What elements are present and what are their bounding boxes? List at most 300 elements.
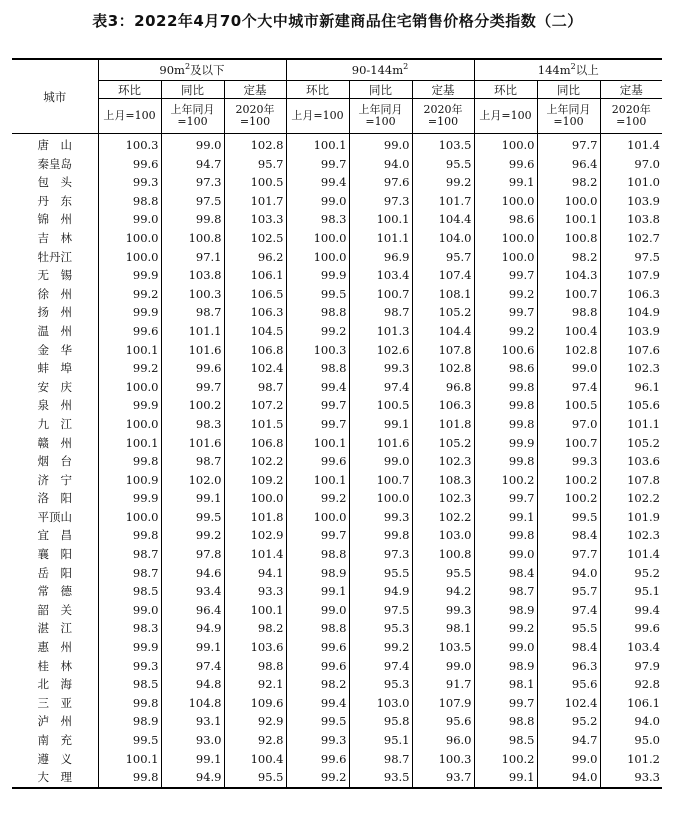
index-value: 103.3 [224,210,286,229]
index-value: 101.6 [161,434,224,453]
index-value: 95.7 [224,155,286,174]
index-value: 104.0 [412,229,474,248]
index-value: 98.9 [474,657,537,676]
index-value: 104.8 [161,694,224,713]
city-name: 北 海 [37,677,72,692]
index-value: 98.9 [286,564,349,583]
index-value: 98.2 [224,619,286,638]
index-value: 99.2 [286,489,349,508]
table-row [12,303,662,322]
table-row [12,582,662,601]
index-value: 99.7 [474,489,537,508]
index-value: 102.3 [412,452,474,471]
index-value: 99.2 [412,173,474,192]
table-row [12,134,662,155]
index-value: 95.2 [600,564,662,583]
index-value: 100.0 [98,378,161,397]
index-value: 106.8 [224,434,286,453]
index-value: 98.8 [286,359,349,378]
index-value: 98.2 [286,675,349,694]
index-value: 98.7 [98,545,161,564]
table-row [12,210,662,229]
base-header: 上年同月=100 [537,99,600,134]
index-value: 99.3 [537,452,600,471]
index-value: 99.6 [474,155,537,174]
sub-header: 定基 [224,81,286,99]
index-value: 100.1 [224,601,286,620]
index-value: 97.7 [537,545,600,564]
base-header: 上月=100 [286,99,349,134]
index-value: 99.3 [286,731,349,750]
index-value: 95.3 [349,619,412,638]
index-value: 97.4 [161,657,224,676]
base-header: 上月=100 [474,99,537,134]
index-value: 103.4 [600,638,662,657]
index-value: 100.3 [161,285,224,304]
index-value: 100.1 [286,471,349,490]
index-value: 99.7 [474,303,537,322]
index-value: 93.3 [600,768,662,788]
index-value: 101.4 [600,545,662,564]
index-value: 102.8 [537,341,600,360]
index-value: 100.2 [537,489,600,508]
index-value: 99.8 [474,415,537,434]
city-name: 吉 林 [37,230,72,245]
index-value: 99.6 [98,155,161,174]
table-row [12,266,662,285]
city-name: 安 庆 [37,379,72,394]
index-value: 99.3 [412,601,474,620]
index-value: 100.1 [286,134,349,155]
index-value: 99.1 [286,582,349,601]
index-value: 94.9 [349,582,412,601]
index-value: 99.2 [98,285,161,304]
index-value: 109.6 [224,694,286,713]
index-value: 99.7 [474,266,537,285]
index-value: 100.7 [349,471,412,490]
table-row [12,452,662,471]
index-value: 93.5 [349,768,412,788]
index-value: 99.5 [537,508,600,527]
index-value: 98.7 [349,750,412,769]
index-value: 98.1 [474,675,537,694]
index-value: 99.0 [537,359,600,378]
index-value: 98.8 [537,303,600,322]
index-value: 100.9 [98,471,161,490]
table-row [12,657,662,676]
index-value: 94.0 [600,712,662,731]
index-value: 107.6 [600,341,662,360]
table-row [12,322,662,341]
index-value: 101.3 [349,322,412,341]
index-value: 101.7 [224,192,286,211]
index-value: 98.8 [474,712,537,731]
index-value: 97.4 [537,378,600,397]
index-value: 94.0 [537,768,600,788]
table-row [12,471,662,490]
index-value: 100.6 [474,341,537,360]
index-value: 102.8 [412,359,474,378]
index-value: 99.1 [474,508,537,527]
index-value: 106.3 [412,396,474,415]
index-value: 99.0 [286,192,349,211]
index-value: 99.0 [412,657,474,676]
index-value: 99.5 [161,508,224,527]
index-value: 98.6 [474,210,537,229]
index-value: 99.8 [474,396,537,415]
index-value: 100.4 [537,322,600,341]
index-value: 98.8 [98,192,161,211]
index-value: 103.0 [412,526,474,545]
index-value: 97.4 [537,601,600,620]
index-value: 93.1 [161,712,224,731]
index-value: 100.4 [224,750,286,769]
index-value: 100.5 [224,173,286,192]
index-value: 97.5 [600,248,662,267]
index-value: 106.1 [600,694,662,713]
index-value: 103.9 [600,322,662,341]
index-value: 105.2 [600,434,662,453]
index-value: 97.3 [349,192,412,211]
sub-header: 定基 [412,81,474,99]
table-row [12,638,662,657]
city-name: 泉 州 [37,398,72,413]
table-row [12,359,662,378]
index-value: 99.9 [98,396,161,415]
table-row [12,229,662,248]
index-value: 99.8 [349,526,412,545]
index-value: 95.8 [349,712,412,731]
index-value: 100.0 [98,508,161,527]
sub-header: 环比 [286,81,349,99]
index-value: 107.2 [224,396,286,415]
index-value: 100.0 [474,192,537,211]
index-value: 99.7 [474,694,537,713]
index-value: 96.0 [412,731,474,750]
index-value: 95.5 [412,564,474,583]
index-value: 102.8 [224,134,286,155]
index-value: 99.6 [286,750,349,769]
index-value: 100.2 [474,750,537,769]
index-value: 101.8 [412,415,474,434]
index-value: 100.1 [286,434,349,453]
index-value: 100.3 [286,341,349,360]
index-value: 99.7 [286,526,349,545]
index-value: 98.7 [161,452,224,471]
index-value: 99.1 [161,489,224,508]
index-value: 100.0 [98,415,161,434]
index-value: 101.6 [349,434,412,453]
table-row [12,601,662,620]
table-row [12,415,662,434]
index-value: 97.0 [600,155,662,174]
index-value: 95.1 [600,582,662,601]
index-value: 99.5 [286,285,349,304]
index-value: 100.7 [537,285,600,304]
index-value: 98.3 [286,210,349,229]
index-value: 100.7 [537,434,600,453]
index-value: 99.7 [286,155,349,174]
table-row [12,434,662,453]
table-row [12,526,662,545]
index-value: 99.6 [286,638,349,657]
index-value: 94.0 [349,155,412,174]
index-value: 100.0 [286,508,349,527]
index-value: 102.5 [224,229,286,248]
city-name: 徐 州 [37,286,72,301]
index-value: 98.1 [412,619,474,638]
base-header: 2020年=100 [600,99,662,134]
index-value: 99.3 [349,508,412,527]
index-value: 98.9 [474,601,537,620]
index-value: 97.6 [349,173,412,192]
index-value: 100.1 [98,750,161,769]
city-column-header: 城市 [12,59,98,134]
index-value: 103.0 [349,694,412,713]
city-name: 蚌 埠 [37,361,72,376]
index-value: 99.8 [474,526,537,545]
index-value: 99.9 [98,638,161,657]
index-value: 98.5 [98,675,161,694]
index-value: 96.9 [349,248,412,267]
city-name: 湛 江 [37,621,72,636]
index-value: 104.5 [224,322,286,341]
index-value: 100.0 [474,248,537,267]
table-row [12,192,662,211]
index-value: 99.0 [537,750,600,769]
index-value: 100.0 [98,229,161,248]
index-value: 99.6 [600,619,662,638]
index-value: 99.0 [286,601,349,620]
index-value: 107.9 [412,694,474,713]
index-value: 102.2 [600,489,662,508]
index-value: 94.1 [224,564,286,583]
index-value: 99.4 [286,694,349,713]
index-value: 97.5 [349,601,412,620]
index-value: 102.0 [161,471,224,490]
index-value: 94.6 [161,564,224,583]
index-value: 103.6 [600,452,662,471]
index-value: 104.3 [537,266,600,285]
city-name: 丹 东 [37,193,72,208]
index-value: 101.5 [224,415,286,434]
index-value: 95.5 [224,768,286,788]
index-value: 99.3 [349,359,412,378]
index-value: 106.3 [224,303,286,322]
index-value: 91.7 [412,675,474,694]
index-value: 99.8 [98,694,161,713]
index-value: 99.8 [474,452,537,471]
index-value: 100.2 [161,396,224,415]
index-value: 92.8 [600,675,662,694]
index-value: 102.4 [537,694,600,713]
index-value: 99.0 [98,601,161,620]
city-name: 牡丹江 [37,249,72,264]
index-value: 99.2 [286,768,349,788]
sub-header: 定基 [600,81,662,99]
index-value: 100.0 [474,229,537,248]
index-value: 98.5 [474,731,537,750]
index-value: 102.6 [349,341,412,360]
index-value: 97.3 [349,545,412,564]
index-value: 105.2 [412,434,474,453]
index-value: 99.0 [349,452,412,471]
index-value: 92.8 [224,731,286,750]
index-value: 99.8 [161,210,224,229]
sub-header: 同比 [161,81,224,99]
index-value: 107.8 [412,341,474,360]
index-value: 102.3 [600,526,662,545]
index-value: 97.0 [537,415,600,434]
index-value: 101.1 [600,415,662,434]
index-value: 99.8 [98,452,161,471]
index-value: 99.6 [98,322,161,341]
index-value: 96.1 [600,378,662,397]
index-value: 93.4 [161,582,224,601]
city-name: 遵 义 [37,751,72,766]
index-value: 97.5 [161,192,224,211]
index-value: 92.1 [224,675,286,694]
index-value: 97.8 [161,545,224,564]
city-name: 常 德 [37,584,72,599]
index-value: 95.6 [412,712,474,731]
index-value: 99.1 [349,415,412,434]
index-value: 97.7 [537,134,600,155]
base-header: 上年同月=100 [349,99,412,134]
group-header-small: $90m^2$及以下 [98,59,286,81]
index-value: 99.2 [474,285,537,304]
index-value: 102.2 [412,508,474,527]
index-value: 99.0 [349,134,412,155]
index-value: 99.1 [474,173,537,192]
city-name: 唐 山 [37,138,72,152]
index-value: 98.9 [98,712,161,731]
city-name: 三 亚 [37,695,72,710]
city-name: 秦皇岛 [37,156,72,171]
index-value: 103.8 [161,266,224,285]
index-value: 99.5 [286,712,349,731]
index-value: 107.9 [600,266,662,285]
index-value: 101.9 [600,508,662,527]
index-value: 95.6 [537,675,600,694]
index-value: 99.1 [161,750,224,769]
table-row [12,564,662,583]
index-value: 100.2 [537,471,600,490]
city-name: 南 充 [37,733,72,747]
city-name: 桂 林 [37,658,72,673]
index-value: 99.0 [161,134,224,155]
index-value: 100.1 [98,434,161,453]
city-name: 无 锡 [37,268,72,283]
index-value: 97.4 [349,378,412,397]
base-header: 2020年=100 [224,99,286,134]
index-value: 95.3 [349,675,412,694]
index-value: 103.9 [600,192,662,211]
index-value: 94.9 [161,768,224,788]
city-name: 金 华 [37,342,72,357]
table-row [12,248,662,267]
index-value: 100.0 [286,229,349,248]
index-value: 96.4 [537,155,600,174]
index-value: 99.8 [98,768,161,788]
index-value: 101.7 [412,192,474,211]
city-name: 泸 州 [37,714,72,729]
index-value: 100.8 [537,229,600,248]
index-value: 106.1 [224,266,286,285]
index-value: 109.2 [224,471,286,490]
city-name: 惠 州 [37,640,72,655]
index-value: 100.0 [286,248,349,267]
city-name: 襄 阳 [37,547,72,562]
index-value: 98.2 [537,173,600,192]
table-row [12,768,662,788]
index-value: 108.1 [412,285,474,304]
base-header: 2020年=100 [412,99,474,134]
sub-header: 同比 [537,81,600,99]
index-value: 99.6 [161,359,224,378]
city-name: 平顶山 [37,509,72,524]
index-value: 98.8 [286,303,349,322]
index-value: 101.0 [600,173,662,192]
city-name: 烟 台 [37,454,72,469]
table-row [12,285,662,304]
index-value: 95.1 [349,731,412,750]
index-value: 101.8 [224,508,286,527]
index-value: 100.5 [349,396,412,415]
city-name: 扬 州 [37,305,72,320]
index-value: 99.3 [98,657,161,676]
index-value: 98.7 [349,303,412,322]
city-name: 岳 阳 [37,565,72,580]
index-value: 106.5 [224,285,286,304]
index-value: 98.7 [224,378,286,397]
index-value: 98.4 [537,526,600,545]
index-value: 100.0 [537,192,600,211]
index-value: 95.0 [600,731,662,750]
index-value: 105.6 [600,396,662,415]
index-value: 100.0 [224,489,286,508]
table-row [12,545,662,564]
city-name: 大 理 [37,770,72,785]
index-value: 99.4 [600,601,662,620]
index-value: 105.2 [412,303,474,322]
index-value: 97.1 [161,248,224,267]
table-title: 表3：2022年4月70个大中城市新建商品住宅销售价格分类指数（二） [92,12,583,30]
index-value: 99.2 [474,322,537,341]
index-value: 100.8 [161,229,224,248]
index-value: 99.0 [474,545,537,564]
index-value: 95.7 [537,582,600,601]
table-row [12,396,662,415]
city-name: 温 州 [37,323,72,338]
index-value: 96.2 [224,248,286,267]
index-value: 99.9 [98,303,161,322]
index-value: 99.6 [286,657,349,676]
index-value: 99.1 [474,768,537,788]
table-row [12,173,662,192]
index-value: 99.2 [474,619,537,638]
index-value: 108.3 [412,471,474,490]
table-row [12,694,662,713]
index-value: 92.9 [224,712,286,731]
index-value: 98.4 [474,564,537,583]
index-value: 99.1 [161,638,224,657]
index-value: 103.5 [412,638,474,657]
index-value: 94.7 [537,731,600,750]
index-value: 98.8 [286,619,349,638]
index-value: 102.9 [224,526,286,545]
group-header-medium: $90-144m^2$ [286,59,474,81]
